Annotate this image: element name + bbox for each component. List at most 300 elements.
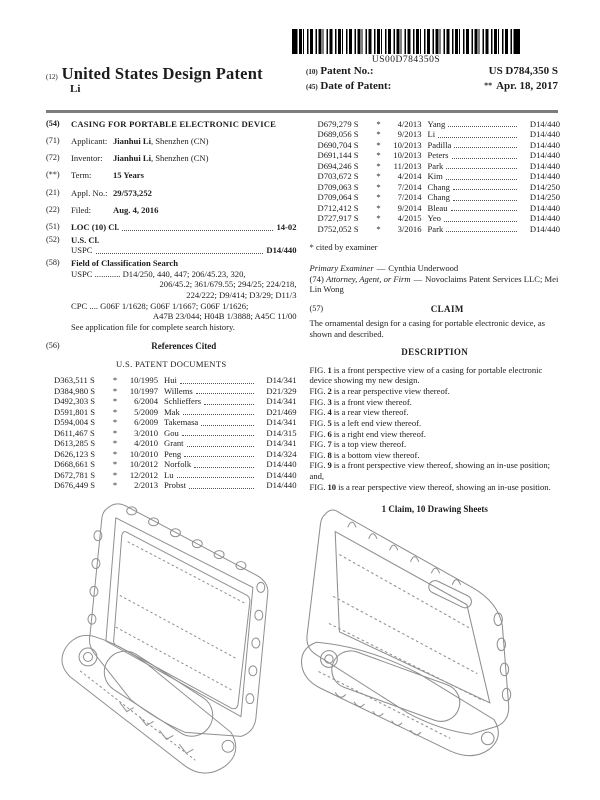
front-perspective-casing-drawing (28, 496, 293, 794)
table-row (310, 119, 561, 129)
ref-inventor: Hui (164, 375, 177, 386)
loc-value: 14-02 (276, 221, 297, 232)
field-tag: (58) (46, 257, 60, 267)
cited-by-examiner-note: * cited by examiner (309, 242, 378, 253)
bibliographic-fields (46, 136, 297, 215)
table-row (46, 438, 297, 448)
fig-word: FIG. (309, 481, 326, 492)
right-column (309, 119, 561, 515)
table-row (46, 407, 297, 417)
ref-classification: D14/250 (529, 181, 560, 192)
ref-date: 10/2012 (129, 459, 158, 470)
table-row (46, 470, 297, 480)
field-tag: (71) (46, 136, 60, 146)
fig-word: FIG. (309, 428, 326, 439)
ref-classification: D14/440 (266, 469, 297, 480)
bibliographic-field (46, 188, 297, 199)
ref-star: * (112, 459, 118, 470)
figure-description-line (310, 460, 561, 481)
dot-leader (453, 190, 517, 200)
fig-word: FIG. (309, 460, 326, 471)
ref-date: 10/1995 (129, 375, 158, 386)
dot-leader (446, 159, 517, 169)
attorney-label: Attorney, Agent, or Firm (325, 273, 411, 284)
fig-word: FIG. (309, 385, 326, 396)
ref-inventor: Padilla (427, 139, 452, 150)
dot-leader (446, 169, 517, 179)
claim-text: The ornamental design for a casing for portable electronic device, as shown and described. (309, 318, 546, 339)
field-key: Applicant: (71, 136, 108, 147)
fig-number: 8 (327, 449, 332, 460)
table-row (46, 396, 297, 406)
fig-number: 2 (327, 385, 332, 396)
fig-number: 4 (327, 407, 332, 418)
fig-text: is a right end view thereof. (333, 428, 426, 439)
cpc-search-line2: A47B 23/044; H04B 1/3888; A45C 11/00 (152, 311, 297, 322)
patent-date-row (306, 79, 558, 94)
ref-star: * (112, 385, 118, 396)
ref-date: 4/2014 (397, 171, 422, 182)
fig-word: FIG. (309, 407, 326, 418)
ref-patent-number: D691,144 S (317, 150, 359, 161)
fig-text: is a rear perspective view thereof. (333, 385, 450, 396)
field-rest: , Shenzhen (CN) (150, 153, 209, 164)
figure-description-line (310, 429, 561, 440)
ref-classification: D21/469 (266, 406, 297, 417)
ref-date: 6/2009 (134, 417, 158, 428)
ref-inventor: Peng (164, 448, 182, 459)
fig-number: 10 (327, 481, 337, 492)
ref-classification: D14/440 (266, 459, 297, 470)
dot-leader (452, 148, 517, 158)
ref-date: 10/2013 (393, 139, 422, 150)
ref-star: * (112, 448, 118, 459)
attorney-tag: (74) (309, 273, 324, 284)
ref-star: * (376, 150, 381, 161)
primary-examiner-label: Primary Examiner (309, 262, 374, 273)
field-value (71, 188, 297, 199)
ref-star: * (112, 438, 118, 449)
search-body (71, 258, 297, 333)
dot-leader (444, 211, 517, 221)
fig-number: 9 (327, 460, 332, 471)
ref-patent-number: D672,781 S (54, 469, 96, 480)
ref-inventor: Lu (164, 469, 174, 480)
field-us-cl (46, 235, 297, 256)
ref-star: * (376, 160, 381, 171)
patent-number-tag: (10) (306, 68, 318, 76)
table-row (310, 161, 561, 171)
patent-date-value (484, 79, 558, 94)
dot-leader (189, 478, 254, 488)
ref-star: * (376, 139, 381, 150)
ref-star: * (376, 192, 381, 203)
ref-patent-number: D613,285 S (54, 438, 96, 449)
dot-leader (182, 426, 254, 436)
ref-inventor: Kim (427, 171, 443, 182)
uspc-search-line1: USPC ............ D14/250, 440, 447; 206/45.23, 320, (71, 268, 246, 279)
figure-description-line (310, 397, 561, 408)
document-header (46, 64, 558, 95)
ref-star: * (112, 480, 118, 491)
ref-star: * (376, 119, 381, 129)
ref-patent-number: D611,467 S (54, 427, 95, 438)
ref-date: 10/2013 (393, 150, 422, 161)
dot-leader (122, 220, 273, 231)
ref-date: 5/2009 (134, 406, 158, 417)
patent-number-label-text: Patent No.: (320, 65, 374, 77)
ref-inventor: Peters (427, 150, 449, 161)
cpc-search-line1: CPC .... G06F 1/1628; G06F 1/1667; G06F 1/1626; (71, 300, 249, 311)
table-row (310, 224, 561, 234)
fig-word: FIG. (309, 396, 326, 407)
examiner-block (310, 263, 561, 295)
field-value (71, 136, 297, 147)
fig-word: FIG. (309, 364, 326, 375)
bibliographic-field (46, 136, 297, 147)
field-bold-value: 29/573,252 (113, 187, 152, 198)
field-tag: (52) (46, 234, 60, 244)
uspc-label: USPC (71, 245, 93, 256)
dash: — (413, 273, 423, 284)
header-right (306, 64, 558, 95)
figure-description-line (310, 418, 561, 429)
references-heading-row (46, 341, 297, 352)
table-row (310, 203, 561, 213)
ref-star: * (112, 417, 118, 428)
field-tag: (21) (46, 187, 60, 197)
ref-date: 7/2014 (397, 181, 422, 192)
ref-patent-number: D594,004 S (54, 417, 96, 428)
ref-inventor: Takemasa (164, 417, 199, 428)
uspc-value: D14/440 (266, 245, 297, 256)
figure-description-line (310, 482, 561, 493)
ref-inventor: Grant (164, 438, 184, 449)
claim-heading: CLAIM (430, 303, 464, 314)
dot-leader (184, 447, 253, 457)
ref-star: * (112, 396, 118, 407)
bibliographic-field (46, 205, 297, 216)
loc-label: LOC (10) Cl. (71, 221, 119, 232)
field-tag: (**) (46, 170, 60, 180)
ref-classification: D14/440 (529, 119, 560, 129)
fig-text: is a front view thereof. (333, 396, 412, 407)
ref-star: * (112, 427, 118, 438)
ref-patent-number: D384,980 S (54, 385, 96, 396)
loc-row (71, 222, 297, 233)
page-title: United States Design Patent (61, 64, 263, 83)
date-text: Apr. 18, 2017 (496, 79, 558, 92)
date-stars: ** (484, 80, 493, 90)
ref-classification: D14/341 (266, 375, 297, 386)
figure-description-line (310, 386, 561, 397)
ref-inventor: Willems (164, 385, 193, 396)
ref-inventor: Li (427, 129, 436, 140)
bibliographic-field (46, 153, 297, 164)
fig-word: FIG. (309, 439, 326, 450)
table-row (46, 386, 297, 396)
dot-leader (201, 415, 253, 425)
ref-date: 6/2004 (134, 396, 158, 407)
field-key: Appl. No.: (71, 187, 108, 198)
attorney-name: Novoclaims Patent Services LLC; Mei Lin Wong (309, 273, 559, 295)
search-history-note: See application file for complete search history. (71, 321, 235, 332)
claim-tag: (57) (309, 303, 324, 313)
ref-patent-number: D727,917 S (317, 213, 359, 224)
field-rest: , Shenzhen (CN) (150, 136, 209, 147)
references-table-left (46, 375, 297, 490)
ref-inventor: Park (427, 223, 444, 234)
fig-text: is a rear perspective view thereof, showing an in-use position. (338, 481, 551, 492)
ref-star: * (112, 375, 118, 386)
ref-patent-number: D676,449 S (54, 480, 96, 491)
ref-date: 10/2010 (129, 448, 158, 459)
claims-sheets-note: 1 Claim, 10 Drawing Sheets (381, 504, 488, 515)
fig-number: 5 (327, 417, 332, 428)
dash: — (376, 262, 386, 273)
ref-classification: D14/341 (266, 396, 297, 407)
field-key: Filed: (71, 204, 92, 215)
description-heading: DESCRIPTION (401, 347, 469, 358)
fig-text: is a bottom view thereof. (333, 449, 420, 460)
dot-leader (187, 436, 254, 446)
ref-classification: D14/440 (529, 129, 560, 140)
us-cl-label: U.S. Cl. (71, 234, 100, 245)
ref-inventor: Norfolk (164, 459, 192, 470)
header-divider (46, 110, 558, 113)
ref-date: 9/2013 (397, 129, 422, 140)
ref-date: 11/2013 (393, 160, 422, 171)
ref-patent-number: D591,801 S (54, 406, 96, 417)
field-value (71, 205, 297, 216)
fig-number: 3 (327, 396, 332, 407)
ref-date: 3/2016 (397, 223, 422, 234)
ref-classification: D14/440 (529, 223, 560, 234)
field-value (71, 170, 297, 181)
drawing-sheet (28, 496, 580, 794)
ref-classification: D14/440 (529, 171, 560, 182)
figure-description-line (310, 439, 561, 450)
ref-classification: D14/440 (529, 160, 560, 171)
dot-leader (451, 201, 517, 211)
us-patent-documents-heading: U.S. PATENT DOCUMENTS (116, 358, 227, 369)
barcode-number: US00D784350S (371, 55, 441, 65)
ref-patent-number: D668,661 S (54, 459, 96, 470)
field-bold-value: Jianhui Li (113, 153, 151, 164)
ref-patent-number: D690,704 S (317, 139, 359, 150)
ref-star: * (376, 213, 381, 224)
barcode-icon (292, 29, 520, 54)
ref-patent-number: D712,412 S (317, 202, 359, 213)
table-row (46, 449, 297, 459)
patent-number-row (306, 64, 558, 79)
ref-date: 2/2013 (134, 480, 158, 491)
field-bold-value: Jianhui Li (113, 136, 151, 147)
ref-inventor: Yang (427, 119, 446, 129)
table-row (46, 459, 297, 469)
rear-perspective-casing-drawing (293, 496, 555, 776)
table-row (310, 182, 561, 192)
field-bold-value: 15 Years (113, 170, 144, 181)
fig-number: 1 (327, 364, 332, 375)
us-cl-body (71, 235, 297, 256)
field-value (71, 153, 297, 164)
barcode-block (292, 29, 520, 65)
primary-examiner-name: Cynthia Underwood (388, 262, 459, 273)
ref-classification: D14/324 (266, 448, 297, 459)
ref-classification: D21/329 (266, 385, 297, 396)
dot-leader (196, 384, 254, 394)
dot-leader (204, 394, 253, 404)
ref-inventor: Chang (427, 181, 450, 192)
fig-text: is a front perspective view of a casing for portable electronic device showing my new design. (309, 364, 543, 386)
dot-leader (180, 373, 254, 383)
dot-leader (446, 222, 517, 232)
fig-text: is a top view thereof. (333, 439, 407, 450)
uspc-search-line3: 224/222; D9/414; D3/29; D11/3 (186, 289, 297, 300)
fig-text: is a rear view thereof. (333, 407, 409, 418)
figure-description-line (310, 407, 561, 418)
ref-patent-number: D694,246 S (317, 160, 359, 171)
figure-descriptions (310, 365, 561, 493)
ref-classification: D14/341 (266, 417, 297, 428)
ref-patent-number: D363,511 S (54, 375, 95, 386)
table-row (310, 192, 561, 202)
field-tag: (54) (46, 119, 60, 128)
references-heading: References Cited (151, 340, 217, 351)
field-tag: (56) (46, 340, 60, 350)
dot-leader (183, 405, 254, 415)
primary-examiner-line (310, 263, 561, 274)
left-column (46, 119, 297, 499)
fig-number: 6 (327, 428, 332, 439)
bibliographic-field (46, 170, 297, 181)
uspc-row (71, 245, 297, 256)
field-tag: (22) (46, 204, 60, 214)
ref-star: * (376, 171, 381, 182)
dot-leader (438, 127, 517, 137)
table-row (310, 150, 561, 160)
ref-patent-number: D709,064 S (317, 192, 359, 203)
references-table-right (310, 119, 561, 234)
ref-inventor: Bleau (427, 202, 448, 213)
invention-title: CASING FOR PORTABLE ELECTRONIC DEVICE (71, 119, 277, 129)
ref-star: * (376, 223, 381, 234)
uspc-search-line2: 206/45.2; 361/679.55; 294/25; 224/218, (159, 279, 297, 290)
document-title-line (46, 64, 263, 84)
table-row (46, 480, 297, 490)
patent-date-tag: (45) (306, 82, 318, 91)
ref-classification: D14/440 (529, 139, 560, 150)
ref-star: * (376, 129, 381, 140)
ref-patent-number: D689,056 S (317, 129, 359, 140)
fig-text: is a front perspective view thereof, showing an in-use position; and, (309, 460, 551, 482)
ref-patent-number: D709,063 S (317, 181, 359, 192)
ref-classification: D14/440 (529, 150, 560, 161)
figure-description-line (310, 450, 561, 461)
ref-patent-number: D752,052 S (317, 223, 359, 234)
ref-inventor: Chang (427, 192, 450, 203)
ref-inventor: Yeo (427, 213, 441, 224)
kind-code: (12) (46, 73, 58, 81)
ref-date: 3/2010 (134, 427, 158, 438)
ref-patent-number: D626,123 S (54, 448, 96, 459)
ref-patent-number: D703,672 S (317, 171, 359, 182)
field-key: Inventor: (71, 153, 103, 164)
fig-text: is a left end view thereof. (333, 417, 422, 428)
ref-inventor: Probst (164, 480, 186, 491)
ref-date: 10/1997 (129, 385, 158, 396)
attorney-line (310, 274, 561, 295)
ref-classification: D14/440 (529, 213, 560, 224)
table-row (46, 428, 297, 438)
ref-classification: D14/341 (266, 438, 297, 449)
fig-word: FIG. (309, 449, 326, 460)
ref-classification: D14/440 (529, 202, 560, 213)
patent-date-label-text: Date of Patent: (320, 79, 392, 92)
dot-leader (448, 117, 517, 127)
ref-classification: D14/250 (529, 192, 560, 203)
dot-leader (454, 138, 517, 148)
ref-patent-number: D679,279 S (317, 119, 359, 129)
ref-inventor: Park (427, 160, 444, 171)
ref-star: * (376, 202, 381, 213)
ref-inventor: Mak (164, 406, 180, 417)
fig-word: FIG. (309, 417, 326, 428)
table-row (310, 171, 561, 181)
ref-date: 9/2014 (397, 202, 422, 213)
patent-date-label (306, 79, 391, 94)
table-row (310, 213, 561, 223)
field-bold-value: Aug. 4, 2016 (113, 204, 159, 215)
ref-date: 7/2014 (397, 192, 422, 203)
field-key: Term: (71, 170, 92, 181)
search-label: Field of Classification Search (71, 257, 179, 268)
ref-patent-number: D492,303 S (54, 396, 96, 407)
body-columns (46, 119, 560, 515)
field-search (46, 258, 297, 333)
patent-number-label (306, 64, 374, 79)
dot-leader (453, 180, 517, 190)
table-row (310, 140, 561, 150)
ref-star: * (112, 469, 118, 480)
table-row (310, 129, 561, 139)
dot-leader (177, 468, 254, 478)
field-title (46, 119, 297, 130)
table-row (46, 417, 297, 427)
table-row (46, 375, 297, 385)
inventor-surname: Li (70, 83, 81, 95)
fig-number: 7 (327, 439, 332, 450)
ref-star: * (376, 181, 381, 192)
ref-date: 4/2015 (397, 213, 422, 224)
patent-number-value: US D784,350 S (488, 65, 558, 77)
ref-classification: D14/315 (266, 427, 297, 438)
ref-date: 4/2013 (397, 119, 422, 129)
field-tag: (51) (46, 221, 60, 231)
dot-leader (194, 457, 253, 467)
ref-inventor: Schlieffers (164, 396, 202, 407)
dot-leader (96, 243, 264, 254)
field-tag: (72) (46, 153, 60, 163)
header-left (46, 64, 263, 95)
figure-description-line (310, 365, 561, 386)
field-loc (46, 222, 297, 233)
claim-heading-row (310, 304, 561, 315)
ref-date: 4/2010 (134, 438, 158, 449)
ref-star: * (112, 406, 118, 417)
ref-inventor: Gou (164, 427, 179, 438)
